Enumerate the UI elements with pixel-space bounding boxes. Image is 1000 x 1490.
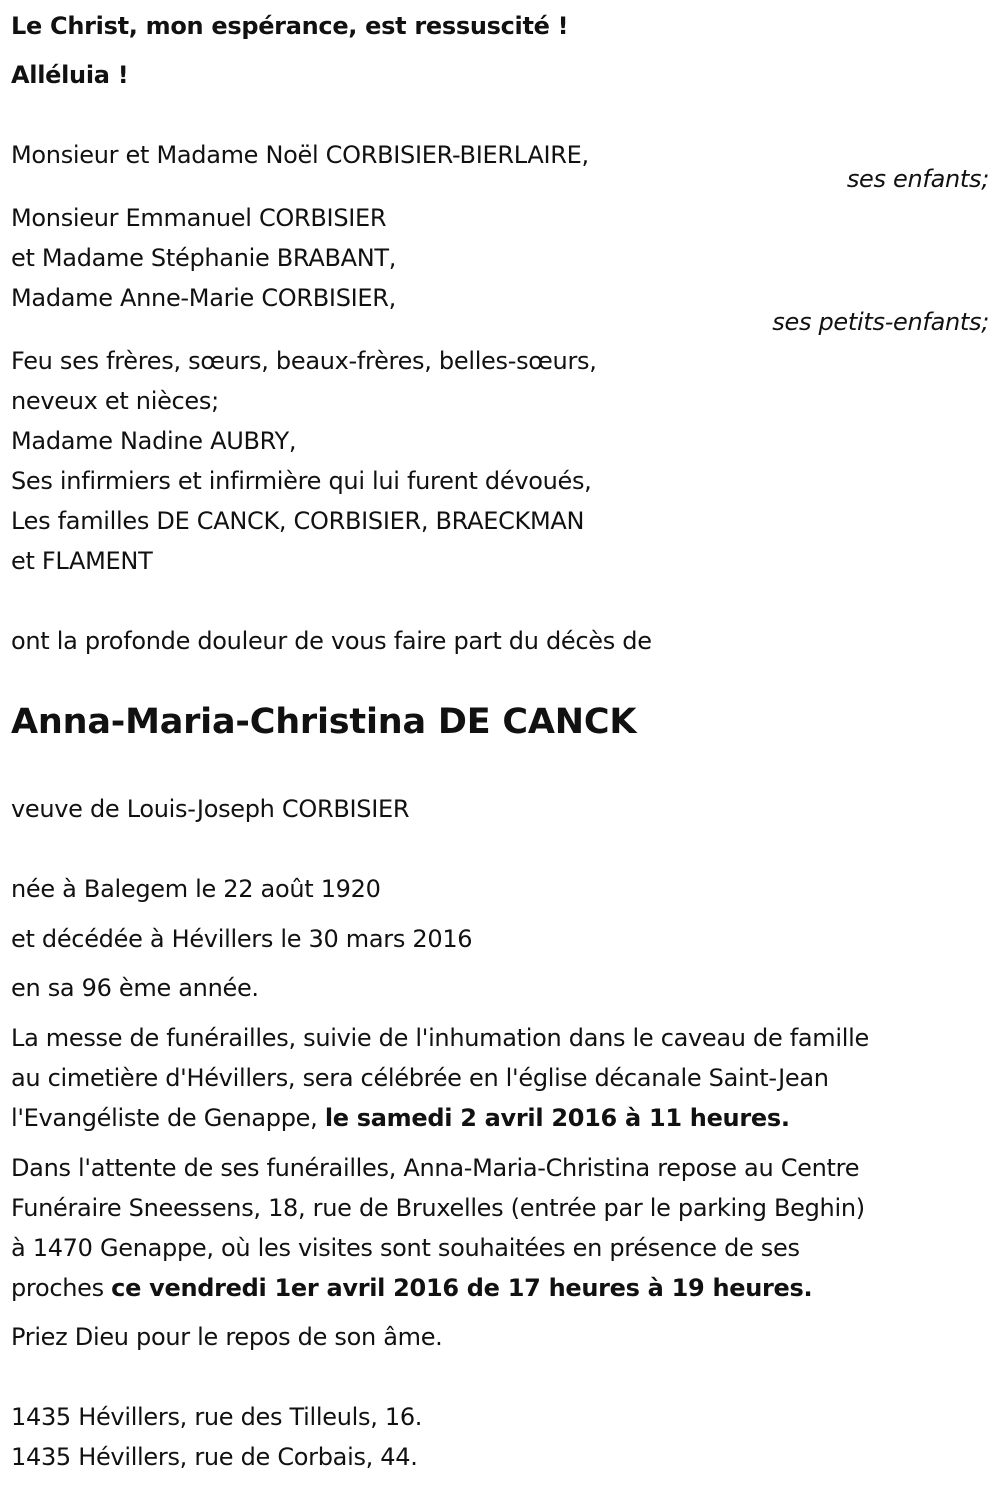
others-line-3: Madame Nadine AUBRY, xyxy=(11,427,297,455)
funeral-line-3-text: l'Evangéliste de Genappe, xyxy=(11,1104,325,1132)
visitation-line-4 xyxy=(11,1273,812,1303)
visitation-line-4-text: proches xyxy=(11,1274,112,1302)
deceased-name: Anna-Maria-Christina DE CANCK xyxy=(11,702,637,742)
address-1: 1435 Hévillers, rue des Tilleuls, 16. xyxy=(11,1403,423,1431)
grandchild-name-3: Madame Anne-Marie CORBISIER, xyxy=(11,284,396,312)
funeral-line-3 xyxy=(11,1103,790,1133)
funeral-line-2: au cimetière d'Hévillers, sera célébrée en l'église décanale Saint-Jean xyxy=(11,1064,829,1092)
others-line-1: Feu ses frères, sœurs, beaux-frères, belles-sœurs, xyxy=(11,347,597,375)
prayer: Priez Dieu pour le repos de son âme. xyxy=(11,1323,443,1351)
others-line-4: Ses infirmiers et infirmière qui lui furent dévoués, xyxy=(11,467,592,495)
address-2: 1435 Hévillers, rue de Corbais, 44. xyxy=(11,1443,418,1471)
announcement: ont la profonde douleur de vous faire part du décès de xyxy=(11,627,652,655)
grandchild-name-2: et Madame Stéphanie BRABANT, xyxy=(11,244,397,272)
age-info: en sa 96 ème année. xyxy=(11,974,259,1002)
grandchild-name-1: Monsieur Emmanuel CORBISIER xyxy=(11,204,387,232)
visitation-date: ce vendredi 1er avril 2016 de 17 heures à 19 heures. xyxy=(111,1274,813,1302)
others-line-2: neveux et nièces; xyxy=(11,387,219,415)
others-line-6: et FLAMENT xyxy=(11,547,153,575)
header-line-2: Alléluia ! xyxy=(11,61,129,89)
birth-info: née à Balegem le 22 août 1920 xyxy=(11,875,381,903)
widow-of: veuve de Louis-Joseph CORBISIER xyxy=(11,795,410,823)
children-role: ses enfants; xyxy=(846,165,989,193)
funeral-line-1: La messe de funérailles, suivie de l'inhumation dans le caveau de famille xyxy=(11,1024,869,1052)
visitation-line-1: Dans l'attente de ses funérailles, Anna-Maria-Christina repose au Centre xyxy=(11,1154,860,1182)
death-info: et décédée à Hévillers le 30 mars 2016 xyxy=(11,925,473,953)
children-name: Monsieur et Madame Noël CORBISIER-BIERLAIRE, xyxy=(11,141,589,169)
visitation-line-2: Funéraire Sneessens, 18, rue de Bruxelles (entrée par le parking Beghin) xyxy=(11,1194,865,1222)
funeral-date: le samedi 2 avril 2016 à 11 heures. xyxy=(324,1104,790,1132)
grandchildren-role: ses petits-enfants; xyxy=(772,308,989,336)
others-line-5: Les familles DE CANCK, CORBISIER, BRAECKMAN xyxy=(11,507,585,535)
visitation-line-3: à 1470 Genappe, où les visites sont souhaitées en présence de ses xyxy=(11,1234,800,1262)
header-line-1: Le Christ, mon espérance, est ressuscité ! xyxy=(11,12,569,40)
